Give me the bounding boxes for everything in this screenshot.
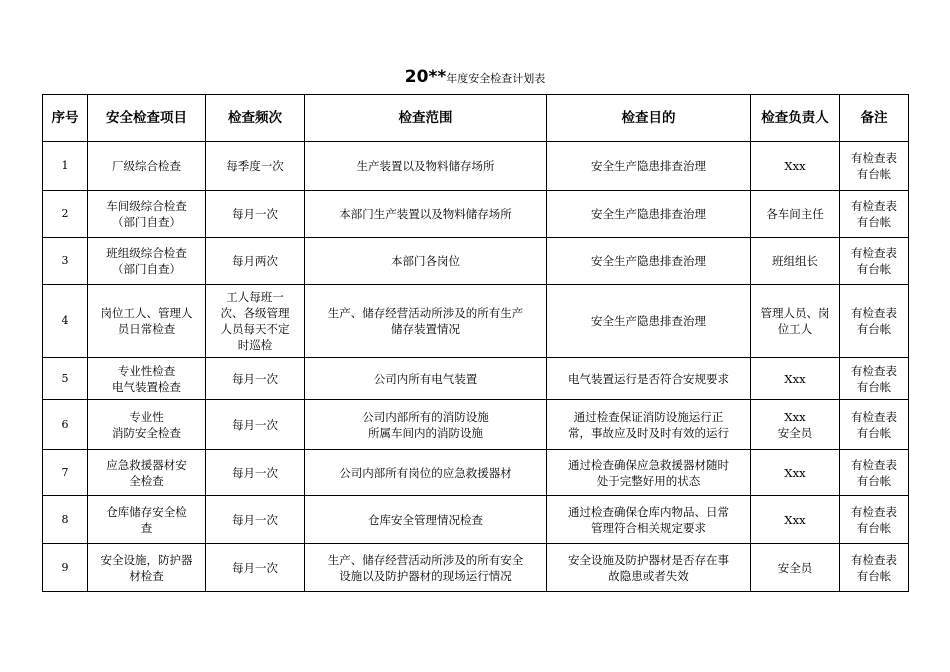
cell-scope-line: 本部门生产装置以及物料储存场所 xyxy=(339,207,512,221)
cell-item-line: 岗位工人、管理人 xyxy=(100,306,193,320)
cell-note-line: 有台帐 xyxy=(856,167,892,181)
cell-owner xyxy=(751,450,840,496)
cell-scope-line: 公司内所有电气装置 xyxy=(373,371,478,386)
cell-item-line: （部门自查） xyxy=(112,262,181,276)
cell-owner-line: 安全员 xyxy=(777,425,813,440)
cell-item xyxy=(88,358,206,400)
cell-seq: 8 xyxy=(43,496,88,544)
cell-purpose xyxy=(547,496,751,544)
cell-frequency-line: 每季度一次 xyxy=(226,159,284,173)
cell-purpose xyxy=(547,238,751,285)
cell-frequency xyxy=(206,238,305,285)
cell-item-line: 专业性检查 xyxy=(117,363,176,378)
cell-item-line: 专业性 xyxy=(129,409,164,424)
header-row xyxy=(43,95,909,142)
document-title xyxy=(0,66,950,90)
cell-item-line: 应急救援器材安 xyxy=(106,457,187,472)
cell-purpose xyxy=(547,358,751,400)
table-row xyxy=(43,400,909,450)
title-year: 20** xyxy=(404,67,447,87)
cell-purpose xyxy=(547,544,751,592)
cell-item xyxy=(88,544,206,592)
cell-item-line: 车间级综合检查 xyxy=(106,199,187,213)
cell-owner-line: 各车间主任 xyxy=(766,207,824,221)
cell-item xyxy=(88,285,206,358)
cell-owner-line: Xxx xyxy=(784,409,806,424)
cell-purpose xyxy=(547,400,751,450)
cell-owner xyxy=(751,544,840,592)
cell-frequency-line: 每月一次 xyxy=(232,465,278,480)
cell-item xyxy=(88,142,206,191)
cell-item-line: 全检查 xyxy=(129,473,164,488)
cell-owner-line: Xxx xyxy=(784,465,806,480)
table-body xyxy=(43,142,909,592)
cell-item xyxy=(88,191,206,238)
cell-note-line: 有检查表 xyxy=(851,151,897,165)
cell-scope-line: 本部门各岗位 xyxy=(391,254,460,268)
cell-scope xyxy=(305,191,547,238)
cell-item-line: 厂级综合检查 xyxy=(112,159,181,173)
cell-scope xyxy=(305,142,547,191)
cell-owner-line: 管理人员、岗 xyxy=(760,306,830,320)
cell-note-line: 有检查表 xyxy=(851,246,897,260)
header-owner: 检查负责人 xyxy=(751,95,840,142)
header-frequency: 检查频次 xyxy=(206,95,305,142)
cell-frequency-line: 工人每班一 xyxy=(226,290,284,304)
header-seq: 序号 xyxy=(43,95,88,142)
safety-inspection-plan-table xyxy=(42,94,909,592)
cell-purpose-line: 通过检查确保仓库内物品、日常 xyxy=(568,504,729,519)
cell-purpose xyxy=(547,450,751,496)
cell-scope xyxy=(305,450,547,496)
cell-purpose-line: 通过检查保证消防设施运行正 xyxy=(573,409,724,424)
cell-note xyxy=(840,285,909,358)
cell-seq: 2 xyxy=(43,191,88,238)
cell-frequency xyxy=(206,191,305,238)
header-scope: 检查范围 xyxy=(305,95,547,142)
cell-owner xyxy=(751,496,840,544)
cell-frequency-line: 时巡检 xyxy=(237,338,273,352)
cell-note-line: 有台帐 xyxy=(856,322,892,336)
cell-note-line: 有台帐 xyxy=(856,473,892,488)
cell-scope-line: 仓库安全管理情况检查 xyxy=(368,512,483,527)
table-row xyxy=(43,142,909,191)
cell-owner-line: 班组组长 xyxy=(772,254,818,268)
cell-frequency-line: 每月一次 xyxy=(232,371,278,386)
cell-seq: 6 xyxy=(43,400,88,450)
cell-item-line: 安全设施，防护器 xyxy=(100,552,193,567)
cell-item-line: 仓库储存安全检 xyxy=(106,504,187,519)
cell-note xyxy=(840,142,909,191)
cell-owner xyxy=(751,238,840,285)
cell-item-line: （部门自查） xyxy=(112,215,181,229)
cell-item-line: 班组级综合检查 xyxy=(106,246,187,260)
header-purpose: 检查目的 xyxy=(547,95,751,142)
cell-owner xyxy=(751,400,840,450)
cell-owner xyxy=(751,285,840,358)
cell-scope xyxy=(305,496,547,544)
table-row xyxy=(43,450,909,496)
cell-frequency xyxy=(206,358,305,400)
cell-owner-line: Xxx xyxy=(784,159,806,173)
cell-frequency-line: 每月两次 xyxy=(232,254,278,268)
title-text: 年度安全检查计划表 xyxy=(446,72,546,85)
cell-scope-line: 生产装置以及物料储存场所 xyxy=(356,159,495,173)
cell-seq: 1 xyxy=(43,142,88,191)
cell-seq: 9 xyxy=(43,544,88,592)
header-note: 备注 xyxy=(840,95,909,142)
cell-purpose xyxy=(547,142,751,191)
cell-item-line: 材检查 xyxy=(129,568,164,583)
cell-scope-line: 公司内部所有岗位的应急救援器材 xyxy=(339,465,512,480)
cell-purpose-line: 安全设施及防护器材是否存在事 xyxy=(568,552,729,567)
cell-purpose-line: 安全生产隐患排查治理 xyxy=(591,159,706,173)
cell-scope xyxy=(305,400,547,450)
cell-frequency-line: 每月一次 xyxy=(232,417,278,432)
cell-item xyxy=(88,496,206,544)
cell-frequency xyxy=(206,400,305,450)
table-row xyxy=(43,238,909,285)
cell-purpose-line: 安全生产隐患排查治理 xyxy=(591,314,706,328)
cell-note-line: 有台帐 xyxy=(856,215,892,229)
table-row xyxy=(43,358,909,400)
cell-item-line: 消防安全检查 xyxy=(112,425,181,440)
cell-purpose-line: 安全生产隐患排查治理 xyxy=(591,254,706,268)
cell-note xyxy=(840,400,909,450)
cell-scope xyxy=(305,238,547,285)
cell-note-line: 有台帐 xyxy=(856,425,892,440)
cell-scope-line: 生产、储存经营活动所涉及的所有生产 xyxy=(327,306,524,320)
cell-seq: 5 xyxy=(43,358,88,400)
cell-item xyxy=(88,238,206,285)
cell-scope xyxy=(305,358,547,400)
cell-purpose-line: 安全生产隐患排查治理 xyxy=(591,207,706,221)
cell-frequency-line: 每月一次 xyxy=(232,512,278,527)
cell-note-line: 有检查表 xyxy=(851,199,897,213)
cell-note xyxy=(840,450,909,496)
cell-frequency xyxy=(206,285,305,358)
cell-scope-line: 所属车间内的消防设施 xyxy=(368,425,483,440)
table-row xyxy=(43,544,909,592)
cell-item-line: 查 xyxy=(140,520,153,535)
cell-purpose-line: 通过检查确保应急救援器材随时 xyxy=(568,457,729,472)
cell-seq: 3 xyxy=(43,238,88,285)
cell-scope-line: 生产、储存经营活动所涉及的所有安全 xyxy=(327,552,524,567)
cell-note-line: 有台帐 xyxy=(856,520,892,535)
cell-note-line: 有检查表 xyxy=(851,306,897,320)
cell-purpose-line: 处于完整好用的状态 xyxy=(596,473,701,488)
cell-frequency-line: 人员每天不定 xyxy=(220,322,290,336)
cell-scope-line: 公司内部所有的消防设施 xyxy=(362,409,489,424)
cell-seq: 7 xyxy=(43,450,88,496)
cell-purpose-line: 常，事故应及时及时有效的运行 xyxy=(568,425,729,440)
cell-owner xyxy=(751,142,840,191)
cell-frequency xyxy=(206,496,305,544)
cell-note-line: 有检查表 xyxy=(851,363,897,378)
cell-owner-line: Xxx xyxy=(784,512,806,527)
cell-purpose-line: 管理符合相关规定要求 xyxy=(591,520,706,535)
cell-owner-line: 安全员 xyxy=(777,560,813,575)
cell-frequency xyxy=(206,450,305,496)
cell-note-line: 有检查表 xyxy=(851,504,897,519)
cell-purpose-line: 电气装置运行是否符合安规要求 xyxy=(568,371,729,386)
table-row xyxy=(43,496,909,544)
cell-item-line: 员日常检查 xyxy=(117,322,176,336)
cell-scope-line: 设施以及防护器材的现场运行情况 xyxy=(339,568,512,583)
cell-seq: 4 xyxy=(43,285,88,358)
cell-item xyxy=(88,450,206,496)
header-item: 安全检查项目 xyxy=(88,95,206,142)
cell-note xyxy=(840,358,909,400)
cell-note-line: 有台帐 xyxy=(856,379,892,394)
table-row xyxy=(43,191,909,238)
cell-purpose xyxy=(547,191,751,238)
cell-note-line: 有台帐 xyxy=(856,262,892,276)
cell-note-line: 有台帐 xyxy=(856,568,892,583)
cell-purpose xyxy=(547,285,751,358)
cell-item-line: 电气装置检查 xyxy=(112,379,181,394)
cell-note xyxy=(840,544,909,592)
cell-owner xyxy=(751,191,840,238)
cell-purpose-line: 故隐患或者失效 xyxy=(608,568,689,583)
cell-frequency xyxy=(206,544,305,592)
cell-frequency-line: 次、各级管理 xyxy=(220,306,290,320)
cell-note xyxy=(840,238,909,285)
cell-owner xyxy=(751,358,840,400)
cell-frequency-line: 每月一次 xyxy=(232,207,278,221)
cell-note-line: 有检查表 xyxy=(851,552,897,567)
cell-frequency-line: 每月一次 xyxy=(232,560,278,575)
cell-scope-line: 储存装置情况 xyxy=(391,322,460,336)
cell-scope xyxy=(305,544,547,592)
cell-item xyxy=(88,400,206,450)
cell-note-line: 有检查表 xyxy=(851,409,897,424)
cell-frequency xyxy=(206,142,305,191)
cell-owner-line: Xxx xyxy=(784,371,806,386)
cell-note xyxy=(840,191,909,238)
cell-note-line: 有检查表 xyxy=(851,457,897,472)
cell-owner-line: 位工人 xyxy=(777,322,813,336)
table-row xyxy=(43,285,909,358)
cell-note xyxy=(840,496,909,544)
cell-scope xyxy=(305,285,547,358)
